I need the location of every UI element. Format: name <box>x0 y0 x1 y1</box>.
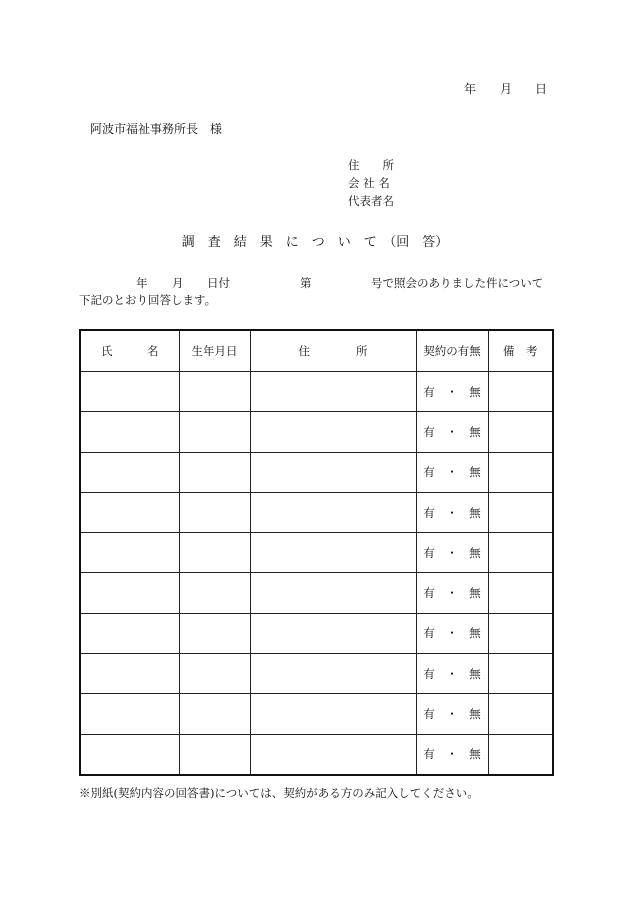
cell-birthdate[interactable] <box>179 654 250 694</box>
table-row <box>80 412 553 452</box>
cell-contract[interactable]: 有 ・ 無 <box>416 613 488 653</box>
addressee: 阿波市福祉事務所長 様 <box>90 122 223 136</box>
cell-contract[interactable]: 有 ・ 無 <box>416 654 488 694</box>
footnote: ※別紙(契約内容の回答書)については、契約がある方のみ記入してください。 <box>79 786 479 800</box>
cell-contract[interactable]: 有 ・ 無 <box>416 694 488 734</box>
cell-name[interactable] <box>80 412 179 452</box>
cell-remarks[interactable] <box>488 654 553 694</box>
cell-remarks[interactable] <box>488 694 553 734</box>
table-header-row <box>80 330 553 372</box>
table-row <box>80 452 553 492</box>
cell-address[interactable] <box>250 613 416 653</box>
cell-name[interactable] <box>80 492 179 532</box>
cell-birthdate[interactable] <box>179 694 250 734</box>
header-name: 氏 名 <box>80 330 179 372</box>
sender-company-label: 会 社 名 <box>348 176 390 190</box>
sender-representative-label: 代表者名 <box>348 194 394 208</box>
table-body <box>80 372 553 776</box>
cell-remarks[interactable] <box>488 452 553 492</box>
cell-name[interactable] <box>80 694 179 734</box>
cell-remarks[interactable] <box>488 412 553 452</box>
cell-address[interactable] <box>250 654 416 694</box>
cell-birthdate[interactable] <box>179 533 250 573</box>
cell-contract[interactable]: 有 ・ 無 <box>416 734 488 775</box>
cell-remarks[interactable] <box>488 492 553 532</box>
cell-birthdate[interactable] <box>179 492 250 532</box>
cell-birthdate[interactable] <box>179 372 250 412</box>
cell-remarks[interactable] <box>488 533 553 573</box>
cell-birthdate[interactable] <box>179 573 250 613</box>
table-row <box>80 533 553 573</box>
cell-contract[interactable]: 有 ・ 無 <box>416 412 488 452</box>
cell-address[interactable] <box>250 372 416 412</box>
cell-address[interactable] <box>250 533 416 573</box>
cell-remarks[interactable] <box>488 372 553 412</box>
cell-contract[interactable]: 有 ・ 無 <box>416 452 488 492</box>
table-row <box>80 694 553 734</box>
ref-month-label: 月 <box>172 276 184 290</box>
date-year-label: 年 <box>464 82 477 96</box>
sender-address-label: 住 所 <box>348 158 394 172</box>
cell-birthdate[interactable] <box>179 412 250 452</box>
cell-name[interactable] <box>80 613 179 653</box>
cell-address[interactable] <box>250 492 416 532</box>
cell-contract[interactable]: 有 ・ 無 <box>416 492 488 532</box>
cell-name[interactable] <box>80 734 179 775</box>
cell-name[interactable] <box>80 372 179 412</box>
ref-year-label: 年 <box>136 276 148 290</box>
cell-birthdate[interactable] <box>179 613 250 653</box>
cell-address[interactable] <box>250 412 416 452</box>
cell-name[interactable] <box>80 573 179 613</box>
ref-line-tail: 号で照会のありました件について <box>371 276 544 290</box>
cell-address[interactable] <box>250 694 416 734</box>
ref-day-label: 日付 <box>207 276 230 290</box>
cell-remarks[interactable] <box>488 573 553 613</box>
table-row <box>80 573 553 613</box>
ref-line-2: 下記のとおり回答します。 <box>79 293 217 307</box>
date-month-label: 月 <box>500 82 513 96</box>
header-address: 住 所 <box>250 330 416 372</box>
ref-number-label: 第 <box>300 276 312 290</box>
cell-remarks[interactable] <box>488 734 553 775</box>
table-row <box>80 734 553 775</box>
cell-contract[interactable]: 有 ・ 無 <box>416 573 488 613</box>
cell-address[interactable] <box>250 734 416 775</box>
table-row <box>80 613 553 653</box>
cell-name[interactable] <box>80 533 179 573</box>
document-title: 調 査 結 果 に つ い て （回 答） <box>181 235 449 250</box>
table-row <box>80 492 553 532</box>
cell-birthdate[interactable] <box>179 734 250 775</box>
date-day-label: 日 <box>535 82 548 96</box>
header-remarks: 備 考 <box>488 330 553 372</box>
cell-name[interactable] <box>80 654 179 694</box>
table-row <box>80 654 553 694</box>
survey-table <box>79 329 554 776</box>
header-contract: 契約の有無 <box>416 330 488 372</box>
cell-address[interactable] <box>250 573 416 613</box>
header-birthdate: 生年月日 <box>179 330 250 372</box>
cell-remarks[interactable] <box>488 613 553 653</box>
cell-address[interactable] <box>250 452 416 492</box>
cell-birthdate[interactable] <box>179 452 250 492</box>
table-row <box>80 372 553 412</box>
cell-contract[interactable]: 有 ・ 無 <box>416 372 488 412</box>
cell-contract[interactable]: 有 ・ 無 <box>416 533 488 573</box>
cell-name[interactable] <box>80 452 179 492</box>
